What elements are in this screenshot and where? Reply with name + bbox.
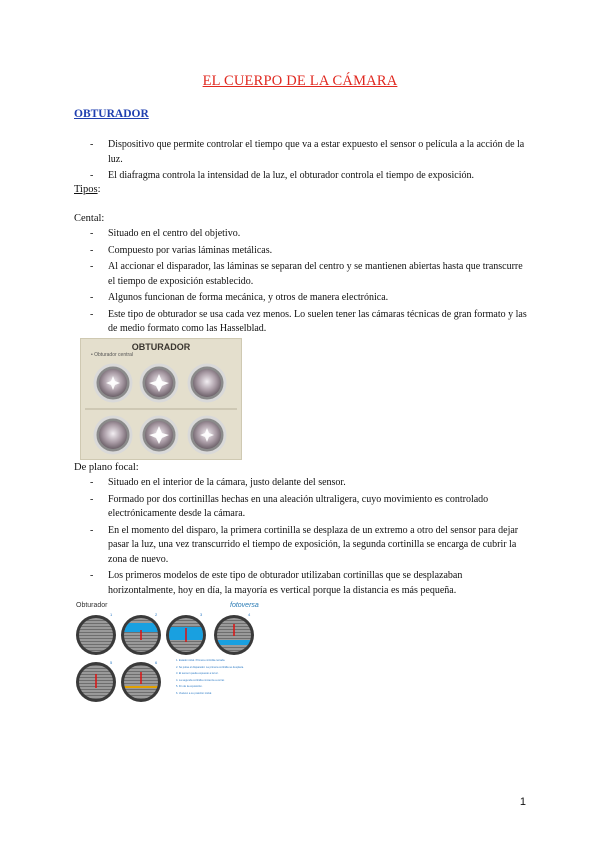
central-shutter-figure <box>80 338 242 460</box>
page-number: 1 <box>519 796 526 808</box>
note-line: 5. Fin de la exposición. <box>176 685 203 688</box>
central-list <box>90 227 530 339</box>
list-item: - El diafragma controla la intensidad de la luz, el obturador controla el tiempo de exposición. <box>90 169 530 184</box>
list-item: - Situado en el interior de la cámara, justo delante del sensor. <box>90 476 530 491</box>
section-heading-obturador: OBTURADOR <box>74 108 149 120</box>
focal-heading: De plano focal: <box>74 462 139 473</box>
list-item: - Algunos funcionan de forma mecánica, y otros de manera electrónica. <box>90 291 530 306</box>
note-line: 2. Se pulsa el disparador. La primera cortinilla se desplaza. <box>176 665 244 669</box>
figure-subtitle: • Obturador central <box>91 352 134 358</box>
list-item: - Este tipo de obturador se usa cada vez menos. Lo suelen tener las cámaras técnicas de gran formato y las de medio formato como las Hasselblad. <box>90 308 530 337</box>
intro-list <box>90 138 530 186</box>
list-item: - En el momento del disparo, la primera cortinilla se desplaza de un extremo a otro del sensor para dejar pasar la luz, una vez transcurrido el tiempo de exposición, la segunda cortinilla se encarga de cubrir la zona de nuevo. <box>90 524 530 568</box>
shutter-row-bottom <box>95 417 225 453</box>
page-title: EL CUERPO DE LA CÁMARA <box>202 73 398 89</box>
tipos-label: Tipos <box>74 184 98 195</box>
figure-title: OBTURADOR <box>131 342 191 352</box>
list-item: - Dispositivo que permite controlar el tiempo que va a estar expuesto el sensor o película a la acción de la luz. <box>90 138 530 167</box>
step-number: 1 <box>110 612 113 617</box>
diagram-notes <box>176 658 276 697</box>
list-item: - Compuesto por varias láminas metálicas. <box>90 244 530 259</box>
list-item: - Situado en el centro del objetivo. <box>90 227 530 242</box>
focal-plane-shutter-figure <box>74 600 274 710</box>
step-number: 3 <box>200 612 203 617</box>
tipos-heading <box>74 184 100 195</box>
tipos-colon: : <box>97 184 101 195</box>
note-line: 3. El sensor queda expuesto a la luz. <box>176 672 219 675</box>
note-line: 6. Vuelven a su posición inicial. <box>176 691 212 695</box>
shutter-diagram <box>81 339 241 459</box>
note-line: 4. La segunda cortinilla comienza a cerrar. <box>176 678 225 682</box>
focal-list <box>90 476 530 600</box>
brand-logo-text: fotoversa <box>230 602 259 609</box>
note-line: 1. Estado inicial. Primera cortinilla cerrada. <box>176 659 226 662</box>
step-number: 2 <box>155 612 158 617</box>
step-number: 4 <box>248 612 251 617</box>
step-number: 5 <box>110 660 113 665</box>
step-number: 6 <box>155 660 158 665</box>
central-heading: Cental: <box>74 213 105 224</box>
shutter-row-top <box>95 365 225 401</box>
list-item: - Al accionar el disparador, las láminas se separan del centro y se mantienen abiertas hasta que transcurre el tiempo de exposición establecido. <box>90 260 530 289</box>
list-item: - Formado por dos cortinillas hechas en una aleación ultraligera, cuyo movimiento es controlado electrónicamente desde la cámara. <box>90 493 530 522</box>
list-item: - Los primeros modelos de este tipo de obturador utilizaban cortinillas que se desplazaban horizontalmente, hoy en día, la mayoría es vertical porque la distancia es más pequeña. <box>90 569 530 598</box>
figure-label: Obturador <box>76 602 108 609</box>
